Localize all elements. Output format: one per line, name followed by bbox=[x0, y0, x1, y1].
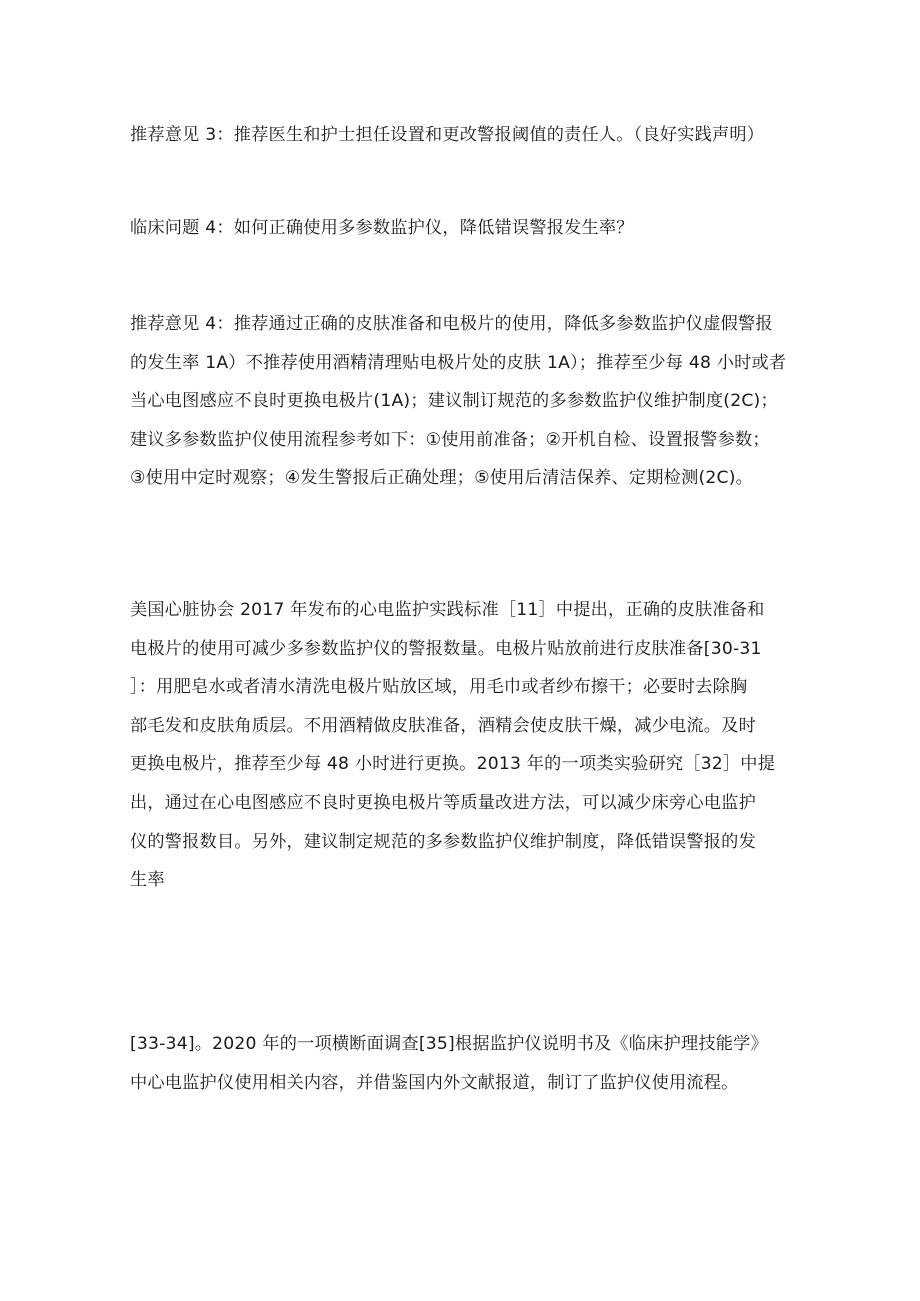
text-line: 推荐意见 3：推荐医生和护士担任设置和更改警报阈值的责任人。（良好实践声明） bbox=[130, 125, 765, 145]
recommendation-4-paragraph bbox=[130, 305, 802, 498]
clinical-question-4-paragraph bbox=[130, 209, 802, 248]
text-line: 当心电图感应不良时更换电极片(1A)；建议制订规范的多参数监护仪维护制度(2C)； bbox=[130, 391, 778, 412]
text-line: [33-34]。2020 年的一项横断面调查[35]根据监护仪说明书及《临床护理技能学》 bbox=[130, 1034, 768, 1054]
text-line: ］：用肥皂水或者清水清洗电极片贴放区域，用毛巾或者纱布擦干；必要时去除胸 bbox=[130, 677, 748, 698]
text-line: 更换电极片，推荐至少每 48 小时进行更换。2013 年的一项类实验研究［32］中提 bbox=[130, 754, 776, 775]
text-line: 部毛发和皮肤角质层。不用酒精做皮肤准备，酒精会使皮肤干燥，减少电流。及时 bbox=[130, 715, 756, 736]
text-line: ③使用中定时观察；④发生警报后正确处理；⑤使用后清洁保养、定期检测(2C)。 bbox=[130, 468, 753, 489]
text-line: 的发生率 1A）不推荐使用酒精清理贴电极片处的皮肤 1A）；推荐至少每 48 小时或者 bbox=[130, 352, 787, 373]
text-line: 电极片的使用可减少多参数监护仪的警报数量。电极片贴放前进行皮肤准备[30-31 bbox=[130, 638, 762, 659]
text-line: 出，通过在心电图感应不良时更换电极片等质量改进方法，可以减少床旁心电监护 bbox=[130, 792, 756, 813]
text-line: 仪的警报数目。另外，建议制定规范的多参数监护仪维护制度，降低错误警报的发 bbox=[130, 831, 756, 852]
text-line: 临床问题 4：如何正确使用多参数监护仪，降低错误警报发生率？ bbox=[130, 218, 634, 238]
evidence-2020-paragraph bbox=[130, 1025, 802, 1102]
text-line: 建议多参数监护仪使用流程参考如下：①使用前准备；②开机自检、设置报警参数； bbox=[130, 429, 770, 450]
text-line: 推荐意见 4：推荐通过正确的皮肤准备和电极片的使用，降低多参数监护仪虚假警报 bbox=[130, 314, 773, 334]
text-line: 生率 bbox=[130, 870, 165, 891]
text-line: 中心电监护仪使用相关内容，并借鉴国内外文献报道，制订了监护仪使用流程。 bbox=[130, 1072, 739, 1093]
recommendation-3-paragraph bbox=[130, 116, 802, 155]
text-line: 美国心脏协会 2017 年发布的心电监护实践标准［11］中提出，正确的皮肤准备和 bbox=[130, 600, 765, 620]
evidence-aha-paragraph bbox=[130, 591, 802, 900]
